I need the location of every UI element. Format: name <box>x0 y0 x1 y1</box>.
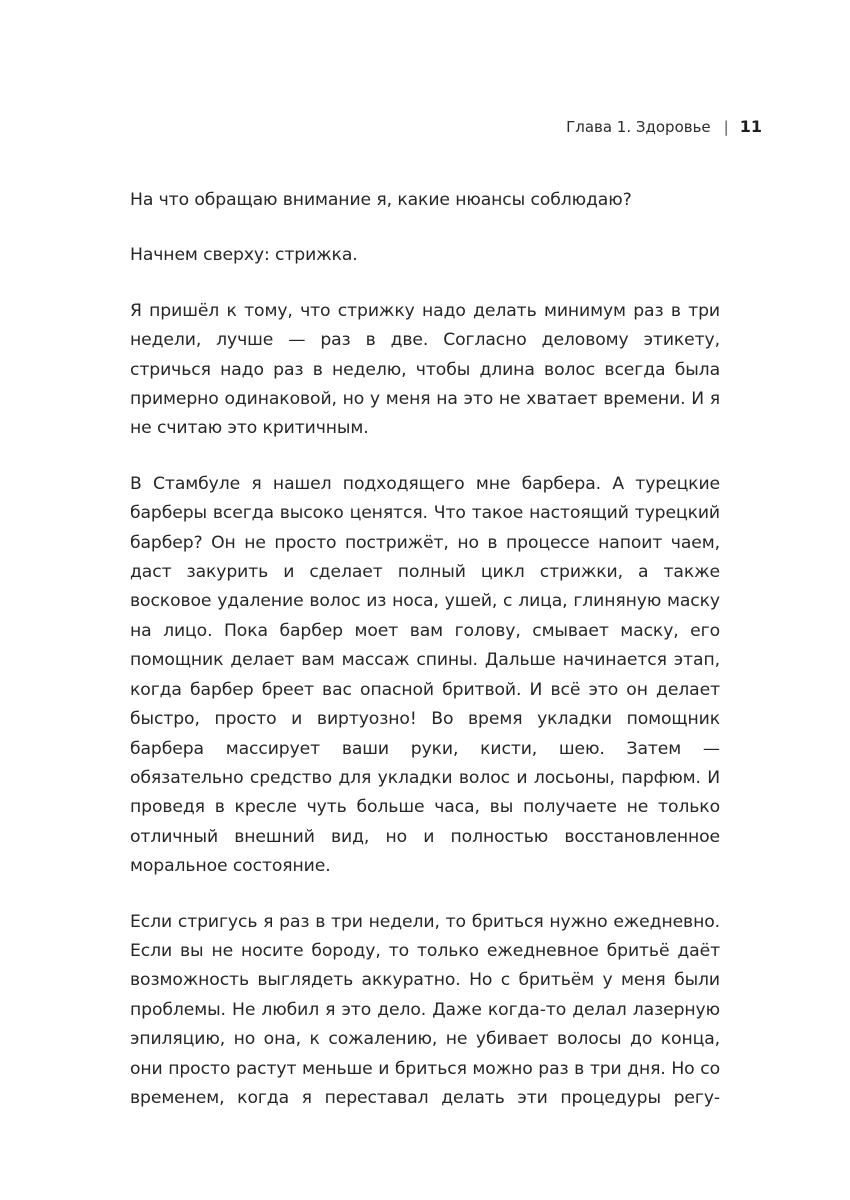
paragraph-shaving: Если стригусь я раз в три недели, то бриться нужно ежедневно. Если вы не носите бороду, то только ежедневное бритьё даёт возможность выглядеть аккуратно. Но с бритьём у меня были проблемы. Не любил я это дело. Даже когда-то делал лазерную эпиляцию, но она, к сожалению, не убивает волосы до конца, они просто растут меньше и бриться можно раз в три дня. Но со временем, когда я переставал делать эти процедуры регу- <box>130 911 720 1108</box>
paragraph-haircut-intro: Начнем сверху: стрижка. <box>130 245 358 266</box>
paragraph-question: На что обращаю внимание я, какие нюансы соблюдаю? <box>130 190 632 210</box>
header-separator: | <box>723 118 729 136</box>
page-body <box>130 186 720 1139</box>
paragraph-istanbul-barber: В Стамбуле я нашел подходящего мне барбера. А турецкие барберы всегда высоко ценятся. Что такое настоящий турецкий барбер? Он не просто пострижёт, но в процессе напоит чаем, даст закурить и сделает полный цикл стрижки, а также восковое удаление волос из носа, ушей, с лица, глиняную маску на лицо. Пока барбер моет вам голову, смывает маску, его помощник делает вам массаж спины. Дальше начинается этап, когда барбер бреет вас опасной бритвой. И всё это он делает быстро, просто и виртуозно! Во время укладки помощник барбера массирует ваши руки, кисти, шею. Затем — обязательно средство для укладки волос и лосьоны, парфюм. И проведя в кресле чуть больше часа, вы получаете не только отличный внешний вид, но и полностью восстановленное моральное состояние. <box>130 473 720 877</box>
running-header <box>566 117 762 137</box>
chapter-title: Глава 1. Здоровье <box>566 118 711 136</box>
paragraph-haircut-frequency: Я пришёл к тому, что стрижку надо делать минимум раз в три недели, лучше — раз в две. Согласно деловому этикету, стричься надо раз в неделю, чтобы длина волос всегда была примерно одинаковой, но у меня на это не хватает времени. И я не считаю это критичным. <box>130 300 720 439</box>
page-number: 11 <box>739 117 762 136</box>
